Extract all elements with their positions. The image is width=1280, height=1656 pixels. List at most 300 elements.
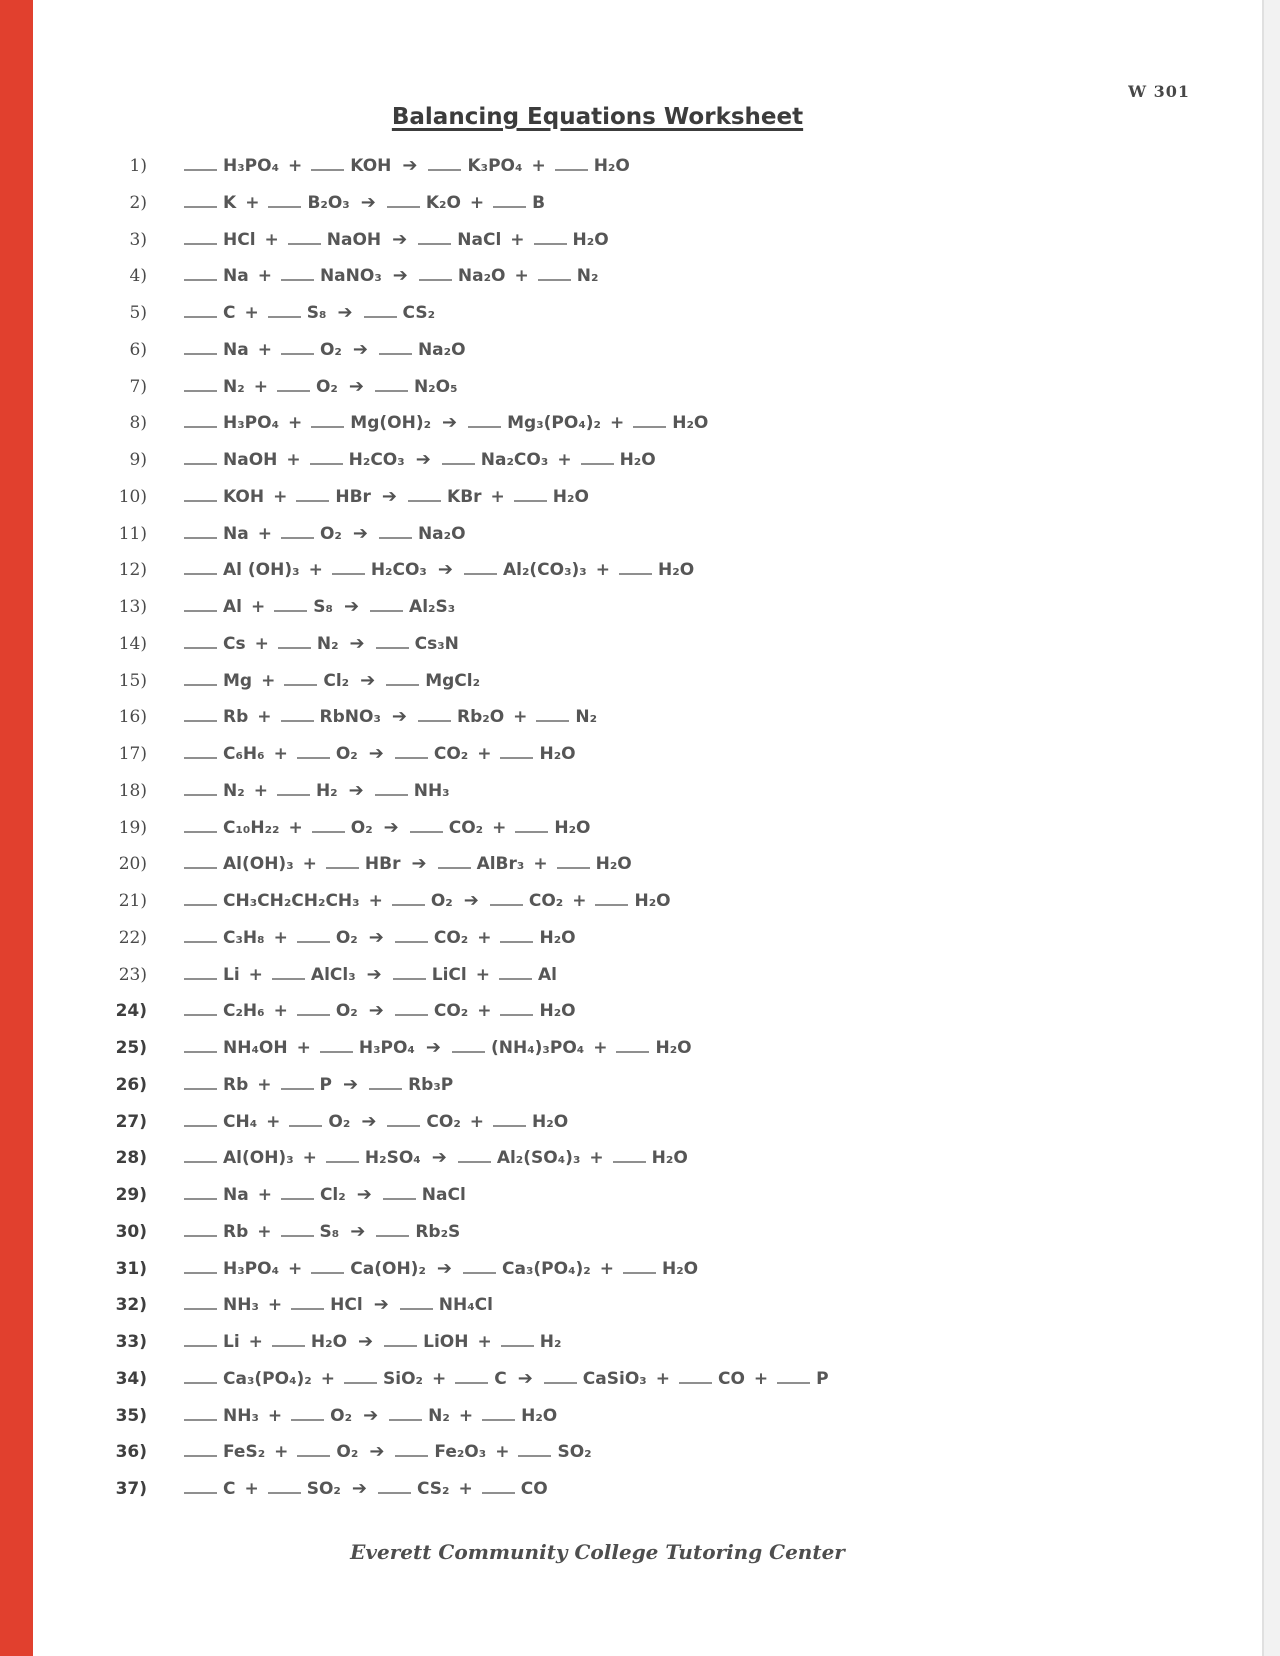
equation-number: 27) xyxy=(115,1111,147,1132)
equation-body xyxy=(184,1295,493,1315)
chemical-formula: H₂CO₃ xyxy=(370,560,427,581)
equation-row xyxy=(95,1104,1260,1141)
yields-arrow-icon: ➔ xyxy=(366,963,382,985)
answer-blank xyxy=(277,791,310,796)
yields-arrow-icon: ➔ xyxy=(381,485,398,507)
plus-operator: + xyxy=(368,891,383,911)
chemical-formula: O₂ xyxy=(335,927,358,948)
equation-row xyxy=(95,1361,1260,1398)
answer-blank xyxy=(184,203,217,208)
chemical-formula: CO₂ xyxy=(433,744,469,764)
plus-operator: + xyxy=(253,780,268,801)
equation-row xyxy=(95,1030,1260,1067)
plus-operator: + xyxy=(288,817,303,838)
equation-number: 28) xyxy=(115,1148,147,1169)
equation-list xyxy=(95,148,1260,1508)
equation-row xyxy=(95,369,1260,406)
chemical-formula: Al₂(SO₄)₃ xyxy=(496,1148,581,1169)
chemical-formula: H₂O xyxy=(554,817,591,838)
plus-operator: + xyxy=(250,597,266,617)
plus-operator: + xyxy=(266,1111,281,1132)
answer-blank xyxy=(619,570,652,575)
chemical-formula: H₂O xyxy=(672,413,709,434)
chemical-formula: N₂ xyxy=(316,633,339,654)
equation-number: 18) xyxy=(118,780,147,801)
plus-operator: + xyxy=(477,744,492,764)
yields-arrow-icon: ➔ xyxy=(411,853,427,875)
chemical-formula: Na xyxy=(223,266,249,287)
yields-arrow-icon: ➔ xyxy=(463,890,479,911)
chemical-formula: KOH xyxy=(350,156,392,176)
answer-blank xyxy=(289,1122,322,1127)
chemical-formula: O₂ xyxy=(350,817,373,838)
answer-blank xyxy=(284,681,317,686)
equation-body xyxy=(184,634,459,654)
equation-row xyxy=(95,1398,1260,1435)
answer-blank xyxy=(557,864,590,869)
chemical-formula: Ca₃(PO₄)₂ xyxy=(223,1368,312,1389)
chemical-formula: O₂ xyxy=(335,744,358,764)
answer-blank xyxy=(384,1342,417,1347)
equation-body xyxy=(184,266,598,286)
answer-blank xyxy=(184,1232,217,1237)
plus-operator: + xyxy=(593,1038,608,1058)
answer-blank xyxy=(184,1048,217,1053)
plus-operator: + xyxy=(248,1332,263,1352)
equation-number: 36) xyxy=(115,1442,147,1463)
answer-blank xyxy=(514,497,547,502)
equation-row xyxy=(95,846,1260,883)
chemical-formula: N₂O₅ xyxy=(413,376,458,397)
answer-blank xyxy=(395,938,428,943)
answer-blank xyxy=(379,350,412,355)
answer-blank xyxy=(184,1379,217,1384)
chemical-formula: NH₄Cl xyxy=(438,1295,493,1316)
answer-blank xyxy=(326,864,359,869)
plus-operator: + xyxy=(302,854,317,875)
chemical-formula: Cl₂ xyxy=(319,1185,346,1205)
plus-operator: + xyxy=(492,817,507,838)
plus-operator: + xyxy=(257,1185,272,1205)
equation-row xyxy=(95,222,1260,259)
plus-operator: + xyxy=(288,156,303,176)
plus-operator: + xyxy=(469,192,485,213)
equation-number: 33) xyxy=(115,1332,147,1352)
yields-arrow-icon: ➔ xyxy=(415,449,431,470)
answer-blank xyxy=(419,276,452,281)
answer-blank xyxy=(428,166,461,171)
chemical-formula: NaOH xyxy=(223,450,278,470)
yields-arrow-icon: ➔ xyxy=(368,926,384,948)
chemical-formula: Na xyxy=(223,1185,249,1205)
chemical-formula: SO₂ xyxy=(557,1442,592,1463)
plus-operator: + xyxy=(267,1295,283,1316)
equation-row xyxy=(95,1177,1260,1214)
answer-blank xyxy=(184,497,217,502)
equation-body xyxy=(184,450,656,470)
plus-operator: + xyxy=(257,707,272,728)
answer-blank xyxy=(364,313,397,318)
plus-operator: + xyxy=(477,1332,492,1352)
chemical-formula: H₂O xyxy=(572,229,609,250)
chemical-formula: H₃PO₄ xyxy=(223,1258,280,1279)
answer-blank xyxy=(184,828,217,833)
yields-arrow-icon: ➔ xyxy=(360,669,376,691)
plus-operator: + xyxy=(245,192,260,213)
yields-arrow-icon: ➔ xyxy=(437,559,453,581)
equation-number: 19) xyxy=(118,817,147,838)
equation-body xyxy=(184,1185,466,1205)
answer-blank xyxy=(623,1269,656,1274)
answer-blank xyxy=(442,460,475,465)
answer-blank xyxy=(375,387,408,392)
answer-blank xyxy=(310,460,343,465)
plus-operator: + xyxy=(475,964,490,985)
equation-row xyxy=(95,1324,1260,1361)
answer-blank xyxy=(581,460,614,465)
chemical-formula: H₂O xyxy=(655,1038,692,1058)
equation-body xyxy=(184,854,632,874)
scan-right-edge-shadow xyxy=(1262,0,1280,1656)
equation-row xyxy=(95,1214,1260,1251)
yields-arrow-icon: ➔ xyxy=(343,596,360,617)
plus-operator: + xyxy=(264,229,279,250)
equation-row xyxy=(95,810,1260,847)
equation-number: 22) xyxy=(118,927,147,948)
chemical-formula: Al xyxy=(223,597,242,617)
answer-blank xyxy=(369,1085,402,1090)
yields-arrow-icon: ➔ xyxy=(391,706,407,728)
equation-body xyxy=(184,1406,557,1426)
equation-row xyxy=(95,957,1260,994)
chemical-formula: P xyxy=(319,1074,332,1095)
chemical-formula: S₈ xyxy=(306,303,327,323)
answer-blank xyxy=(493,203,526,208)
plus-operator: + xyxy=(257,523,272,544)
chemical-formula: Mg xyxy=(223,670,253,691)
equation-body xyxy=(184,597,455,617)
answer-blank xyxy=(268,1489,301,1494)
equation-row xyxy=(95,736,1260,773)
chemical-formula: Ca₃(PO₄)₂ xyxy=(502,1258,591,1279)
chemical-formula: CO₂ xyxy=(448,817,484,838)
chemical-formula: N₂ xyxy=(223,780,245,801)
answer-blank xyxy=(272,975,305,980)
equation-number: 30) xyxy=(115,1221,147,1242)
answer-blank xyxy=(184,1416,217,1421)
chemical-formula: Rb₃P xyxy=(408,1074,454,1095)
answer-blank xyxy=(184,938,217,943)
chemical-formula: HCl xyxy=(223,229,256,250)
answer-blank xyxy=(777,1379,810,1384)
answer-blank xyxy=(184,791,217,796)
equation-row xyxy=(95,663,1260,700)
equation-number: 6) xyxy=(129,339,147,360)
answer-blank xyxy=(400,1305,433,1310)
chemical-formula: Rb xyxy=(223,1221,249,1242)
chemical-formula: LiCl xyxy=(431,964,467,985)
answer-blank xyxy=(501,1342,534,1347)
chemical-formula: NH₃ xyxy=(223,1405,259,1426)
answer-blank xyxy=(387,1122,420,1127)
answer-blank xyxy=(184,864,217,869)
chemical-formula: C₃H₈ xyxy=(223,927,265,948)
chemical-formula: Cs₃N xyxy=(414,633,459,654)
chemical-formula: CO₂ xyxy=(433,1001,469,1022)
equation-body xyxy=(184,230,609,250)
equation-body xyxy=(184,781,450,801)
worksheet-code: W 301 xyxy=(1128,82,1190,101)
plus-operator: + xyxy=(557,450,572,470)
answer-blank xyxy=(395,1011,428,1016)
chemical-formula: KBr xyxy=(447,486,482,507)
answer-blank xyxy=(311,423,344,428)
plus-operator: + xyxy=(513,707,528,728)
plus-operator: + xyxy=(533,854,548,875)
chemical-formula: O₂ xyxy=(336,1442,359,1463)
chemical-formula: Li xyxy=(223,964,240,985)
chemical-formula: Al xyxy=(537,964,557,985)
chemical-formula: S₈ xyxy=(313,597,333,617)
plus-operator: + xyxy=(244,1479,259,1499)
answer-blank xyxy=(281,1085,314,1090)
answer-blank xyxy=(184,1158,217,1163)
chemical-formula: H₃PO₄ xyxy=(358,1038,415,1058)
equation-body xyxy=(184,340,466,360)
equation-row xyxy=(95,258,1260,295)
answer-blank xyxy=(296,497,329,502)
equation-row xyxy=(95,1434,1260,1471)
yields-arrow-icon: ➔ xyxy=(431,1147,447,1169)
equation-body xyxy=(184,193,545,213)
equation-body xyxy=(184,413,708,433)
plus-operator: + xyxy=(257,266,272,287)
chemical-formula: (NH₄)₃PO₄ xyxy=(490,1038,585,1058)
yields-arrow-icon: ➔ xyxy=(349,632,365,654)
yields-arrow-icon: ➔ xyxy=(402,155,418,176)
yields-arrow-icon: ➔ xyxy=(337,302,353,323)
chemical-formula: CS₂ xyxy=(402,303,436,323)
equation-row xyxy=(95,405,1260,442)
answer-blank xyxy=(272,1342,305,1347)
equation-row xyxy=(95,295,1260,332)
equation-body xyxy=(184,1075,453,1095)
equation-body xyxy=(184,891,671,911)
yields-arrow-icon: ➔ xyxy=(352,522,368,544)
answer-blank xyxy=(515,828,548,833)
answer-blank xyxy=(184,1305,217,1310)
answer-blank xyxy=(184,570,217,575)
answer-blank xyxy=(538,276,571,281)
answer-blank xyxy=(393,975,426,980)
answer-blank xyxy=(464,570,497,575)
equation-row xyxy=(95,1471,1260,1508)
chemical-formula: HCl xyxy=(330,1295,363,1316)
chemical-formula: K₃PO₄ xyxy=(467,156,523,176)
answer-blank xyxy=(184,1489,217,1494)
answer-blank xyxy=(395,1452,428,1457)
yields-arrow-icon: ➔ xyxy=(368,743,384,764)
answer-blank xyxy=(536,717,569,722)
chemical-formula: FeS₂ xyxy=(223,1442,266,1463)
equation-number: 29) xyxy=(115,1185,147,1205)
equation-number: 23) xyxy=(118,964,147,985)
chemical-formula: NaCl xyxy=(457,229,502,250)
yields-arrow-icon: ➔ xyxy=(351,1478,367,1499)
chemical-formula: B₂O₃ xyxy=(307,192,350,213)
plus-operator: + xyxy=(458,1479,473,1499)
yields-arrow-icon: ➔ xyxy=(436,1257,452,1279)
plus-operator: + xyxy=(469,1111,485,1132)
answer-blank xyxy=(389,1416,422,1421)
plus-operator: + xyxy=(572,891,587,911)
equation-row xyxy=(95,1140,1260,1177)
chemical-formula: H₂O xyxy=(593,156,630,176)
chemical-formula: Cs xyxy=(223,633,246,654)
equation-row xyxy=(95,773,1260,810)
answer-blank xyxy=(387,203,420,208)
answer-blank xyxy=(468,423,501,428)
chemical-formula: NH₄OH xyxy=(223,1038,288,1058)
chemical-formula: N₂ xyxy=(428,1405,450,1426)
answer-blank xyxy=(376,1232,409,1237)
chemical-formula: C xyxy=(223,1479,236,1499)
page-title: Balancing Equations Worksheet xyxy=(391,104,804,130)
chemical-formula: NaNO₃ xyxy=(319,266,382,287)
plus-operator: + xyxy=(273,486,288,507)
answer-blank xyxy=(184,1122,217,1127)
yields-arrow-icon: ➔ xyxy=(358,1331,374,1352)
chemical-formula: H₂O xyxy=(539,927,576,948)
plus-operator: + xyxy=(490,486,505,507)
chemical-formula: O₂ xyxy=(315,376,338,397)
equation-body xyxy=(184,1038,692,1058)
answer-blank xyxy=(184,1011,217,1016)
equation-row xyxy=(95,185,1260,222)
chemical-formula: Li xyxy=(223,1332,240,1352)
answer-blank xyxy=(534,240,567,245)
equation-number: 31) xyxy=(115,1258,147,1279)
yields-arrow-icon: ➔ xyxy=(352,338,368,360)
equation-body xyxy=(184,1259,698,1279)
yields-arrow-icon: ➔ xyxy=(442,412,458,434)
yields-arrow-icon: ➔ xyxy=(348,375,364,397)
answer-blank xyxy=(595,901,628,906)
answer-blank xyxy=(184,754,217,759)
answer-blank xyxy=(544,1379,577,1384)
equation-number: 32) xyxy=(115,1295,147,1316)
chemical-formula: NH₃ xyxy=(413,780,450,801)
equation-body xyxy=(184,1222,460,1242)
chemical-formula: HBr xyxy=(364,854,401,875)
chemical-formula: Na₂O xyxy=(417,523,466,544)
answer-blank xyxy=(184,460,217,465)
answer-blank xyxy=(297,1011,330,1016)
plus-operator: + xyxy=(288,413,303,434)
answer-blank xyxy=(458,1158,491,1163)
equation-number: 11) xyxy=(118,523,147,544)
chemical-formula: Na xyxy=(223,523,249,544)
chemical-formula: O₂ xyxy=(319,523,342,544)
equation-number: 21) xyxy=(118,891,147,911)
equation-number: 1) xyxy=(129,156,147,176)
answer-blank xyxy=(184,350,217,355)
chemical-formula: H₂CO₃ xyxy=(348,450,405,470)
plus-operator: + xyxy=(477,1001,492,1022)
equation-body xyxy=(184,1112,568,1132)
chemical-formula: P xyxy=(816,1368,829,1389)
answer-blank xyxy=(311,166,344,171)
answer-blank xyxy=(332,570,365,575)
plus-operator: + xyxy=(510,229,525,250)
equation-body xyxy=(184,1442,592,1462)
yields-arrow-icon: ➔ xyxy=(425,1037,441,1058)
answer-blank xyxy=(297,1452,330,1457)
chemical-formula: CO xyxy=(520,1479,548,1499)
answer-blank xyxy=(383,1195,416,1200)
plus-operator: + xyxy=(495,1442,510,1463)
yields-arrow-icon: ➔ xyxy=(363,1404,379,1426)
chemical-formula: Al (OH)₃ xyxy=(223,560,300,581)
answer-blank xyxy=(184,166,217,171)
chemical-formula: C₁₀H₂₂ xyxy=(223,817,280,838)
yields-arrow-icon: ➔ xyxy=(342,1073,359,1095)
plus-operator: + xyxy=(610,413,625,434)
equation-row xyxy=(95,442,1260,479)
chemical-formula: O₂ xyxy=(330,1405,353,1426)
equation-number: 16) xyxy=(118,707,147,728)
equation-number: 17) xyxy=(118,744,147,764)
chemical-formula: K xyxy=(223,192,237,213)
answer-blank xyxy=(184,387,217,392)
equation-number: 34) xyxy=(115,1368,147,1389)
chemical-formula: KOH xyxy=(223,486,265,507)
yields-arrow-icon: ➔ xyxy=(369,1441,385,1463)
equation-row xyxy=(95,148,1260,185)
answer-blank xyxy=(500,1011,533,1016)
chemical-formula: H₂O xyxy=(539,744,576,764)
equation-body xyxy=(184,671,480,691)
equation-number: 7) xyxy=(129,376,147,397)
chemical-formula: NaOH xyxy=(326,229,382,250)
answer-blank xyxy=(281,534,314,539)
equation-number: 20) xyxy=(118,854,147,875)
answer-blank xyxy=(438,864,471,869)
answer-blank xyxy=(418,240,451,245)
yields-arrow-icon: ➔ xyxy=(373,1294,389,1316)
equation-row xyxy=(95,589,1260,626)
yields-arrow-icon: ➔ xyxy=(517,1367,533,1389)
equation-number: 15) xyxy=(118,670,147,691)
chemical-formula: CS₂ xyxy=(416,1479,450,1499)
plus-operator: + xyxy=(253,376,268,397)
plus-operator: + xyxy=(595,560,611,581)
equation-row xyxy=(95,1251,1260,1288)
chemical-formula: H₂O xyxy=(552,486,589,507)
chemical-formula: HBr xyxy=(335,486,371,507)
answer-blank xyxy=(418,717,451,722)
answer-blank xyxy=(518,1452,551,1457)
plus-operator: + xyxy=(308,560,323,581)
chemical-formula: MgCl₂ xyxy=(425,670,481,691)
answer-blank xyxy=(378,1489,411,1494)
answer-blank xyxy=(281,350,314,355)
chemical-formula: LiOH xyxy=(423,1332,469,1352)
yields-arrow-icon: ➔ xyxy=(392,228,408,250)
equation-body xyxy=(184,928,576,948)
answer-blank xyxy=(281,276,314,281)
answer-blank xyxy=(297,754,330,759)
